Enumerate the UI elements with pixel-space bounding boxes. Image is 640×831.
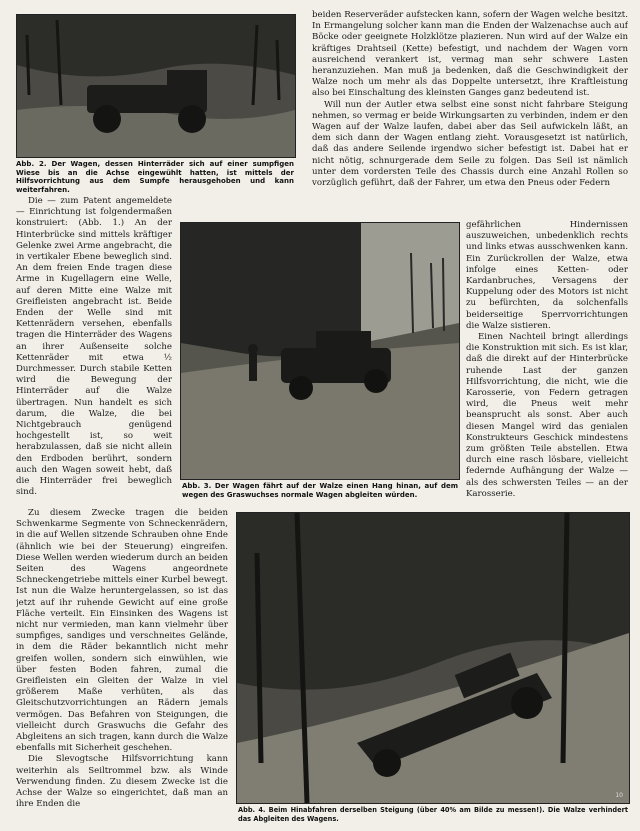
photo-fig2-car-in-swamp xyxy=(16,14,296,158)
photo-fig4-car-down-hill xyxy=(236,512,630,804)
figure-number: 10 xyxy=(615,792,623,799)
text-column-left-bottom xyxy=(16,508,228,826)
paragraph: Zu diesem Zwecke tragen die beiden Schwenkarme Segmente von Schneckenrädern, in die auf Wellen sitzende Schrauben ohne Ende (ähnlich wie bei der Steuerung) eingreifen. Diese Wellen werden wiederum durch an beiden Seiten des Wagens angeordnete Schneckengetriebe mittels einer Kurbel bewegt. Ist nun die Walze heruntergelassen, so ist das jetzt auf ihr ruhende Gewicht auf eine große Fläche verteilt. Ein Einsinken des Wagens ist nicht nur vermieden, man kann vielmehr über sumpfiges, sandiges und verschneites Gelände, in dem die Räder bekanntlich nicht mehr greifen wollen, sondern sich einwühlen, wie über festen Boden fahren, zumal die Greifleisten ein Gleiten der Walze in viel größerem Maße verhüten, als das Gleitschutzvorrichtungen an Rädern jemals vermögen. Das Befahren von Steigungen, die vielleicht durch Graswuchs die Gefahr des Abgleitens an sich tragen, kann durch die Walze ebenfalls mit Sicherheit geschehen. xyxy=(16,508,228,754)
caption-fig2: Abb. 2. Der Wagen, dessen Hinterräder sich auf einer sumpfigen Wiese bis an die Achse eingewühlt hatten, ist mittels der Hilfsvorrichtung aus dem Sumpfe herausgehoben und kann weiterfahren. xyxy=(16,160,294,194)
caption-fig3: Abb. 3. Der Wagen fährt auf der Walze einen Hang hinan, auf dem wegen des Graswuchses normale Wagen abgleiten würden. xyxy=(182,482,458,499)
paragraph: Die — zum Patent angemeldete — Einrichtung ist folgendermaßen konstruiert: (Abb. 1.) An der Hinterbrücke sind mittels kräftiger Gelenke zwei Arme angebracht, die in vertikaler Ebene beweglich sind. An dem freien Ende tragen diese Arme in Kugellagern eine Welle, auf deren Mitte eine Walze mit Greifleisten angebracht ist. Beide Enden der Welle sind mit Kettenrädern versehen, ebenfalls tragen die Hinterräder des Wagens an ihrer Außenseite solche Kettenräder mit etwa ½ Durchmesser. Durch stabile Ketten wird die Bewegung der Hinterräder auf die Walze übertragen. Nun handelt es sich darum, die Walze, die bei Nichtgebrauch genügend hochgestellt ist, so weit herabzulassen, daß sie nicht allein den Erdboden berührt, sondern auch den Wagen soweit hebt, daß die Hinterräder frei beweglich sind. xyxy=(16,196,172,498)
paragraph: Einen Nachteil bringt allerdings die Konstruktion mit sich. Es ist klar, daß die direkt auf der Hinterbrücke ruhende Last der ganzen Hilfsvorrichtung, die nicht, wie die Karosserie, von Federn getragen wird, die Pneus weit mehr beansprucht als sonst. Aber auch diesen Mangel wird das genialen Konstrukteurs Geschick mindestens zum größten Teile abstellen. Etwa durch eine rasch lösbare, vielleicht federnde Aufhängung der Walze — als des schwersten Teiles — an der Karosserie. xyxy=(466,332,628,499)
paragraph: beiden Reserveräder aufstecken kann, sofern der Wagen welche besitzt. In Ermangelung solcher kann man die Enden der Walzenachse auch auf Böcke oder geeignete Holzklötze plazieren. Nun wird auf der Walze ein kräftiges Drahtseil (Kette) befestigt, und nachdem der Wagen vorn ausreichend verankert ist, vermag man sehr schwere Lasten heranzuziehen. Man muß ja bedenken, daß die Geschwindigkeit der Walze noch um mehr als das Doppelte untersetzt, ihre Kraftleistung also bei Einschaltung des kleinsten Ganges ganz bedeutend ist. xyxy=(312,10,628,99)
paragraph: Will nun der Autler etwa selbst eine sonst nicht fahrbare Steigung nehmen, so vermag er beide Wirkungsarten zu verbinden, indem er den Wagen auf der Walze laufen, dabei aber das Seil aufwickeln läßt, an dem sich dann der Wagen entlang zieht. Vorausgesetzt ist natürlich, daß das andere Seilende irgendwo sicher befestigt ist. Dabei hat er nicht nötig, schnurgerade dem Seile zu folgen. Das Seil ist nämlich unter dem vordersten Teile des Chassis durch eine Anzahl Rollen so vorzüglich geführt, daß der Fahrer, um etwa den Pneus oder Federn xyxy=(312,99,628,189)
paragraph: gefährlichen Hindernissen auszuweichen, unbedenklich rechts und links etwas ausschwenken kann. Ein Zurückrollen der Walze, etwa infolge eines Ketten- oder Kardanbruches, Versagens der Kuppelung oder des Motors ist nicht zu befürchten, da solchenfalls beiderseitige Sperrvorrichtungen die Walze sistieren. xyxy=(466,220,628,331)
photo-fig3-car-up-hill xyxy=(180,222,460,480)
paragraph: Die Slevogtsche Hilfsvorrichtung kann weiterhin als Seiltrommel bzw. als Winde Verwendung finden. Zu diesem Zwecke ist die Achse der Walze so eingerichtet, daß man an ihre Enden die xyxy=(16,754,228,810)
text-column-right-top xyxy=(312,10,628,220)
caption-fig4: Abb. 4. Beim Hinabfahren derselben Steigung (über 40% am Bilde zu messen!). Die Walze verhindert das Abgleiten des Wagens. xyxy=(238,806,628,823)
text-column-left-top xyxy=(16,196,172,508)
text-column-right-mid xyxy=(466,220,628,508)
